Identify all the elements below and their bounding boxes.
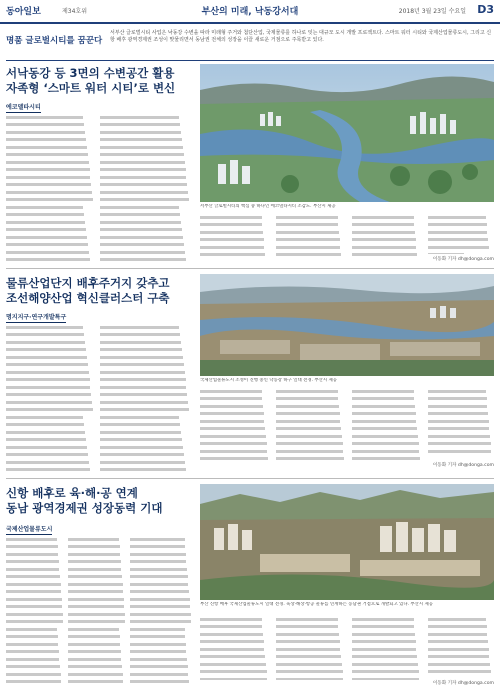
- body-text-line: [6, 545, 64, 551]
- body-text-line: [428, 648, 494, 654]
- body-text-line: [6, 538, 64, 544]
- body-text-line: [100, 138, 190, 144]
- body-text-line: [100, 348, 190, 354]
- body-text-line: [100, 213, 190, 219]
- body-text-line: [6, 191, 94, 197]
- body-text-line: [6, 258, 94, 264]
- body-text-line: [352, 246, 422, 252]
- article-3-headline: [6, 486, 192, 516]
- body-text-line: [200, 246, 270, 252]
- divider: [6, 268, 494, 269]
- body-text-line: [200, 678, 270, 681]
- body-text-line: [276, 442, 346, 448]
- body-text-line: [100, 258, 190, 264]
- body-text-line: [352, 427, 422, 433]
- section-title: 부산의 미래, 낙동강서대: [201, 7, 299, 17]
- body-text-line: [6, 673, 64, 679]
- body-text-line: [6, 176, 94, 182]
- body-text-line: [6, 221, 94, 227]
- body-text-line: [100, 123, 190, 129]
- body-text-line: [100, 146, 190, 152]
- body-text-line: [6, 401, 94, 407]
- body-text-line: [200, 405, 270, 411]
- article-2-text-col-4: [276, 388, 346, 462]
- body-text-line: [352, 231, 422, 237]
- article-2-text-col-5: [352, 388, 422, 462]
- body-text-line: [100, 243, 190, 249]
- body-text-line: [200, 663, 270, 669]
- body-text-line: [428, 238, 494, 244]
- body-text-line: [428, 390, 494, 396]
- body-text-line: [200, 420, 270, 426]
- body-text-line: [100, 228, 190, 234]
- body-text-line: [130, 583, 192, 589]
- body-text-line: [100, 168, 190, 174]
- special-section-intro: [6, 28, 494, 56]
- body-text-line: [6, 560, 64, 566]
- body-text-line: [200, 640, 270, 646]
- body-text-line: [428, 246, 494, 252]
- article-1-text-col-5: [352, 214, 422, 260]
- body-text-line: [200, 450, 270, 456]
- article-1-credit: 이동화 기자 dh@donga.com: [432, 257, 494, 262]
- article-1-headline: [6, 66, 192, 96]
- article-2-headline: [6, 276, 192, 306]
- body-text-line: [6, 461, 94, 467]
- body-text-line: [276, 397, 346, 403]
- body-text-line: [6, 628, 64, 634]
- body-text-line: [6, 620, 64, 626]
- body-text-line: [100, 198, 190, 204]
- body-text-line: [6, 605, 64, 611]
- body-text-line: [6, 598, 64, 604]
- body-text-line: [200, 618, 270, 624]
- body-text-line: [6, 363, 94, 369]
- body-text-line: [276, 435, 346, 441]
- body-text-line: [352, 450, 422, 456]
- article-3-photo-caption: 부산 신항 배후 국제산업물류도시 일대 전경. 육상·해상·항공 물류를 연계하는 동남권 거점으로 개발되고 있다. 부산시 제공: [200, 602, 433, 607]
- body-text-line: [130, 598, 192, 604]
- body-text-line: [100, 371, 190, 377]
- article-3-text-col-3: [130, 536, 192, 686]
- article-3-text-col-7: [428, 616, 494, 674]
- body-text-line: [6, 198, 94, 204]
- body-text-line: [352, 618, 422, 624]
- body-text-line: [352, 412, 422, 418]
- body-text-line: [6, 680, 64, 686]
- body-text-line: [200, 216, 270, 222]
- body-text-line: [6, 213, 94, 219]
- body-text-line: [6, 326, 94, 332]
- divider: [6, 60, 494, 61]
- article-1-byline: 에코델타시티: [6, 104, 41, 111]
- body-text-line: [6, 568, 64, 574]
- body-text-line: [68, 590, 126, 596]
- body-text-line: [130, 545, 192, 551]
- article-2-text-col-1: [6, 324, 94, 474]
- body-text-line: [6, 438, 94, 444]
- body-text-line: [68, 560, 126, 566]
- body-text-line: [130, 560, 192, 566]
- body-text-line: [100, 408, 190, 414]
- body-text-line: [68, 620, 126, 626]
- body-text-line: [428, 442, 494, 448]
- body-text-line: [100, 416, 190, 422]
- body-text-line: [100, 191, 190, 197]
- body-text-line: [352, 216, 422, 222]
- issue-date: 2018년 3월 23일 수요일: [398, 8, 466, 15]
- body-text-line: [276, 223, 346, 229]
- body-text-line: [200, 412, 270, 418]
- body-text-line: [276, 625, 346, 631]
- body-text-line: [276, 238, 346, 244]
- body-text-line: [200, 253, 270, 259]
- article-3-text-col-2: [68, 536, 126, 686]
- body-text-line: [6, 446, 94, 452]
- body-text-line: [130, 538, 192, 544]
- body-text-line: [6, 575, 64, 581]
- body-text-line: [130, 553, 192, 559]
- article-1-text-col-4: [276, 214, 346, 260]
- body-text-line: [428, 420, 494, 426]
- article-2-text-col-2: [100, 324, 190, 474]
- body-text-line: [100, 341, 190, 347]
- body-text-line: [352, 420, 422, 426]
- body-text-line: [100, 206, 190, 212]
- body-text-line: [352, 405, 422, 411]
- page-number: D3: [477, 3, 494, 16]
- body-text-line: [352, 625, 422, 631]
- body-text-line: [276, 412, 346, 418]
- body-text-line: [68, 538, 126, 544]
- body-text-line: [100, 326, 190, 332]
- divider: [6, 478, 494, 479]
- body-text-line: [428, 625, 494, 631]
- body-text-line: [276, 670, 346, 676]
- body-text-line: [200, 390, 270, 396]
- body-text-line: [200, 397, 270, 403]
- body-text-line: [100, 453, 190, 459]
- body-text-line: [6, 386, 94, 392]
- body-text-line: [100, 221, 190, 227]
- body-text-line: [100, 393, 190, 399]
- body-text-line: [276, 216, 346, 222]
- body-text-line: [200, 427, 270, 433]
- body-text-line: [428, 412, 494, 418]
- body-text-line: [276, 648, 346, 654]
- body-text-line: [68, 613, 126, 619]
- body-text-line: [68, 575, 126, 581]
- body-text-line: [6, 665, 64, 671]
- body-text-line: [6, 371, 94, 377]
- body-text-line: [68, 605, 126, 611]
- body-text-line: [352, 397, 422, 403]
- body-text-line: [68, 628, 126, 634]
- body-text-line: [428, 216, 494, 222]
- body-text-line: [276, 457, 346, 462]
- body-text-line: [130, 665, 192, 671]
- body-text-line: [276, 405, 346, 411]
- body-text-line: [6, 168, 94, 174]
- body-text-line: [352, 655, 422, 661]
- section-kicker: 명품 글로벌시티를 꿈꾼다: [6, 36, 103, 46]
- body-text-line: [6, 468, 94, 474]
- body-text-line: [130, 658, 192, 664]
- body-text-line: [100, 378, 190, 384]
- headline-line: 자족형 ‘스마트 워터 시티’로 변신: [6, 81, 176, 95]
- body-text-line: [6, 378, 94, 384]
- body-text-line: [100, 116, 190, 122]
- body-text-line: [200, 648, 270, 654]
- body-text-line: [428, 633, 494, 639]
- article-1-text-col-1: [6, 114, 94, 264]
- body-text-line: [68, 680, 126, 686]
- body-text-line: [130, 673, 192, 679]
- body-text-line: [428, 450, 494, 456]
- body-text-line: [6, 408, 94, 414]
- body-text-line: [428, 405, 494, 411]
- body-text-line: [276, 390, 346, 396]
- body-text-line: [352, 633, 422, 639]
- article-3-text-col-5: [276, 616, 346, 680]
- body-text-line: [6, 146, 94, 152]
- body-text-line: [276, 618, 346, 624]
- body-text-line: [200, 655, 270, 661]
- body-text-line: [352, 238, 422, 244]
- article-1-photo-caption: 서부산 글로벌시티의 핵심 중 하나인 에코델타시티 조감도. 부산시 제공: [200, 204, 336, 209]
- body-text-line: [352, 640, 422, 646]
- body-text-line: [276, 420, 346, 426]
- body-text-line: [6, 635, 64, 641]
- body-text-line: [68, 665, 126, 671]
- body-text-line: [200, 633, 270, 639]
- body-text-line: [428, 223, 494, 229]
- body-text-line: [6, 423, 94, 429]
- body-text-line: [130, 628, 192, 634]
- body-text-line: [6, 393, 94, 399]
- body-text-line: [130, 605, 192, 611]
- body-text-line: [276, 678, 346, 681]
- body-text-line: [100, 363, 190, 369]
- body-text-line: [100, 161, 190, 167]
- body-text-line: [100, 446, 190, 452]
- article-1-text-col-2: [100, 114, 190, 264]
- body-text-line: [68, 643, 126, 649]
- body-text-line: [130, 568, 192, 574]
- body-text-line: [276, 253, 346, 259]
- body-text-line: [100, 333, 190, 339]
- body-text-line: [100, 183, 190, 189]
- article-3-text-col-6: [352, 616, 422, 680]
- article-3-text-col-1: [6, 536, 64, 686]
- headline-line: 물류산업단지 배후주거지 갖추고: [6, 276, 170, 290]
- article-2-photo: [200, 274, 494, 376]
- headline-line: 신항 배후로 육·해·공 연계: [6, 486, 138, 500]
- body-text-line: [200, 223, 270, 229]
- article-3-text-col-4: [200, 616, 270, 680]
- body-text-line: [6, 228, 94, 234]
- body-text-line: [428, 253, 494, 254]
- body-text-line: [6, 206, 94, 212]
- body-text-line: [100, 251, 190, 257]
- body-text-line: [6, 356, 94, 362]
- body-text-line: [6, 333, 94, 339]
- body-text-line: [130, 590, 192, 596]
- body-text-line: [68, 553, 126, 559]
- body-text-line: [130, 635, 192, 641]
- body-text-line: [6, 643, 64, 649]
- body-text-line: [6, 583, 64, 589]
- body-text-line: [130, 643, 192, 649]
- body-text-line: [100, 356, 190, 362]
- body-text-line: [200, 442, 270, 448]
- body-text-line: [428, 435, 494, 441]
- body-text-line: [68, 635, 126, 641]
- article-2-byline: 명지지구·연구개발특구: [6, 314, 67, 321]
- headline-line: 서낙동강 등 3면의 수변공간 활용: [6, 66, 175, 80]
- body-text-line: [6, 116, 94, 122]
- body-text-line: [6, 161, 94, 167]
- body-text-line: [352, 390, 422, 396]
- body-text-line: [200, 231, 270, 237]
- body-text-line: [352, 663, 422, 669]
- body-text-line: [428, 663, 494, 669]
- article-2-text-col-3: [200, 388, 270, 462]
- body-text-line: [6, 123, 94, 129]
- body-text-line: [6, 243, 94, 249]
- body-text-line: [276, 633, 346, 639]
- body-text-line: [6, 348, 94, 354]
- page-header: [0, 0, 500, 24]
- article-2-text-col-6: [428, 388, 494, 456]
- body-text-line: [352, 442, 422, 448]
- headline-line: 조선해양산업 혁신클러스터 구축: [6, 291, 170, 305]
- body-text-line: [6, 131, 94, 137]
- body-text-line: [100, 401, 190, 407]
- body-text-line: [100, 438, 190, 444]
- body-text-line: [6, 650, 64, 656]
- body-text-line: [6, 553, 64, 559]
- body-text-line: [100, 236, 190, 242]
- body-text-line: [6, 251, 94, 257]
- article-1-text-col-6: [428, 214, 494, 254]
- body-text-line: [100, 131, 190, 137]
- body-text-line: [352, 648, 422, 654]
- body-text-line: [6, 341, 94, 347]
- body-text-line: [276, 231, 346, 237]
- body-text-line: [6, 183, 94, 189]
- body-text-line: [428, 231, 494, 237]
- body-text-line: [352, 435, 422, 441]
- article-1-text-col-3: [200, 214, 270, 260]
- body-text-line: [100, 431, 190, 437]
- body-text-line: [100, 176, 190, 182]
- body-text-line: [428, 397, 494, 403]
- body-text-line: [130, 650, 192, 656]
- body-text-line: [352, 223, 422, 229]
- body-text-line: [6, 138, 94, 144]
- body-text-line: [6, 236, 94, 242]
- body-text-line: [100, 468, 190, 474]
- section-lead: 서부산 글로벌시티 사업은 낙동강 수변을 따라 미래형 주거와 첨단산업, 국제물류를 하나로 잇는 대규모 도시 개발 프로젝트다. 스마트 워터 시티와 국제산업물류도시, 그리고 신항 배후 광역경제권 조성이 맞물리면서 동남권 전체의 성장을 이끌 새로운 거점으로 주목받고 있다.: [110, 30, 492, 43]
- body-text-line: [68, 598, 126, 604]
- body-text-line: [6, 590, 64, 596]
- body-text-line: [68, 658, 126, 664]
- body-text-line: [68, 545, 126, 551]
- body-text-line: [200, 670, 270, 676]
- body-text-line: [68, 568, 126, 574]
- body-text-line: [100, 153, 190, 159]
- article-2-credit: 이동화 기자 dh@donga.com: [432, 463, 494, 468]
- body-text-line: [6, 453, 94, 459]
- body-text-line: [276, 246, 346, 252]
- article-3-photo: [200, 484, 494, 600]
- body-text-line: [276, 640, 346, 646]
- body-text-line: [6, 153, 94, 159]
- body-text-line: [100, 386, 190, 392]
- body-text-line: [130, 620, 192, 626]
- body-text-line: [428, 640, 494, 646]
- headline-line: 동남 광역경제권 성장동력 기대: [6, 501, 163, 515]
- body-text-line: [6, 416, 94, 422]
- body-text-line: [100, 461, 190, 467]
- body-text-line: [130, 613, 192, 619]
- body-text-line: [200, 435, 270, 441]
- body-text-line: [200, 238, 270, 244]
- body-text-line: [200, 625, 270, 631]
- body-text-line: [276, 655, 346, 661]
- body-text-line: [428, 427, 494, 433]
- body-text-line: [68, 673, 126, 679]
- body-text-line: [352, 670, 422, 676]
- body-text-line: [130, 575, 192, 581]
- body-text-line: [428, 618, 494, 624]
- body-text-line: [130, 680, 192, 686]
- body-text-line: [6, 658, 64, 664]
- body-text-line: [200, 457, 270, 462]
- body-text-line: [68, 583, 126, 589]
- article-3-credit: 이동화 기자 dh@donga.com: [432, 681, 494, 686]
- newspaper-name: 동아일보: [6, 7, 41, 17]
- body-text-line: [276, 663, 346, 669]
- article-3-byline: 국제산업물류도시: [6, 526, 53, 533]
- body-text-line: [68, 650, 126, 656]
- body-text-line: [6, 431, 94, 437]
- body-text-line: [100, 423, 190, 429]
- body-text-line: [6, 613, 64, 619]
- article-2-photo-caption: 국제산업물류도시 조성이 진행 중인 낙동강 하구 일대 전경. 부산시 제공: [200, 378, 337, 383]
- body-text-line: [428, 655, 494, 661]
- body-text-line: [276, 427, 346, 433]
- body-text-line: [428, 670, 494, 674]
- article-1-photo: [200, 64, 494, 202]
- body-text-line: [276, 450, 346, 456]
- issue-number: 제34호위: [62, 8, 88, 15]
